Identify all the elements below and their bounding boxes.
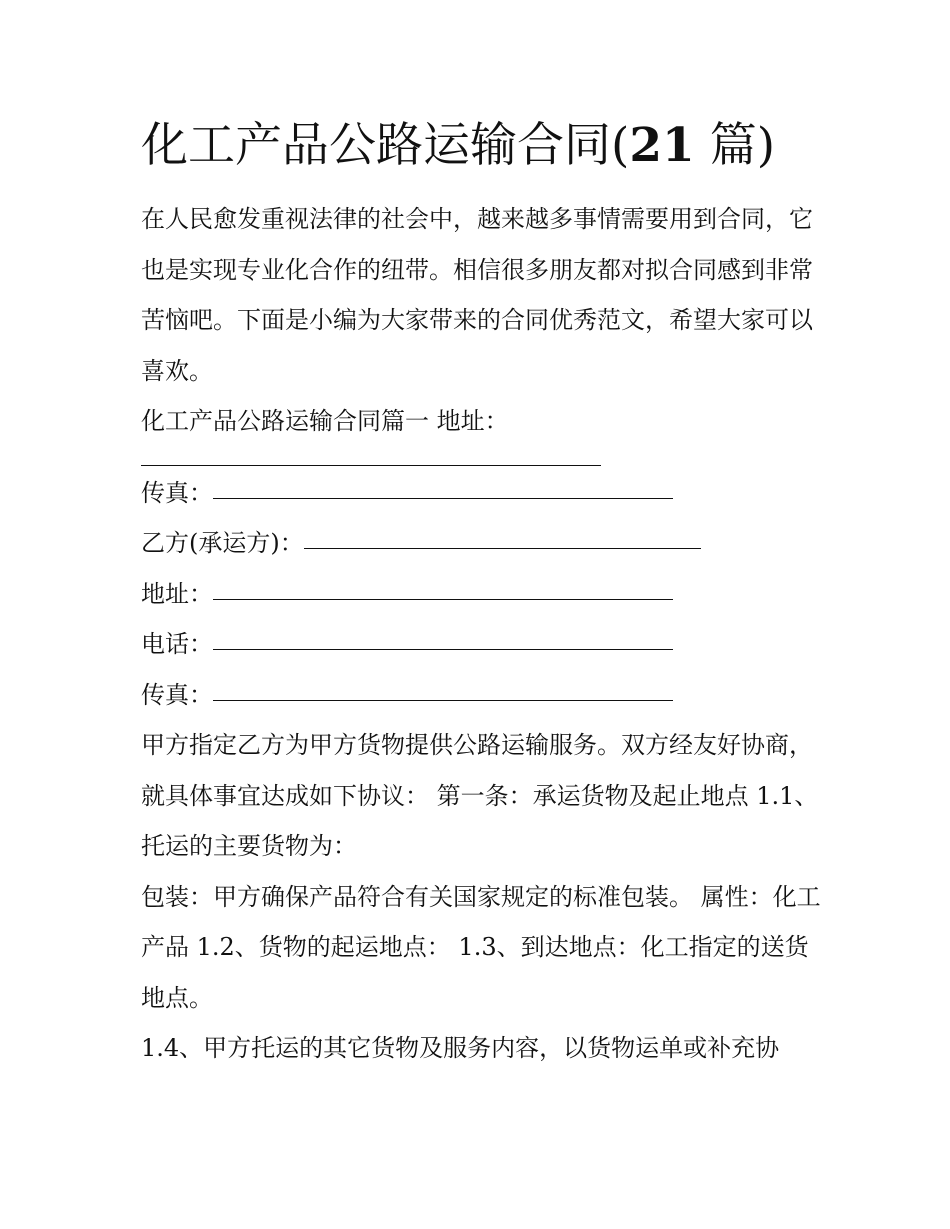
address-field-blank xyxy=(213,579,673,600)
address-field xyxy=(141,569,821,620)
party-b-blank xyxy=(304,528,701,549)
party-b-label: 乙方(承运方)： xyxy=(141,529,304,557)
body-paragraph-2: 包装：甲方确保产品符合有关国家规定的标准包装。 属性：化工产品 1.2、货物的起运地点： 1.3、到达地点：化工指定的送货地点。 xyxy=(141,882,821,1012)
document-page xyxy=(141,112,821,1074)
phone-label: 电话： xyxy=(141,630,213,658)
fax-field-1 xyxy=(141,468,821,519)
fax-blank-1 xyxy=(213,478,673,499)
fax-label-2: 传真： xyxy=(141,680,213,709)
body-paragraph-3: 1.4、甲方托运的其它货物及服务内容，以货物运单或补充协 xyxy=(141,1034,780,1062)
address-blank-line xyxy=(141,447,821,468)
body-paragraph-1: 甲方指定乙方为甲方货物提供公路运输服务。双方经友好协商，就具体事宜达成如下协议： 第一条：承运货物及起止地点 1.1、托运的主要货物为： xyxy=(141,731,819,860)
fax-blank-2 xyxy=(213,680,673,701)
title-end: 篇) xyxy=(694,118,776,173)
address-label: 地址： xyxy=(141,579,213,608)
fax-field-2 xyxy=(141,670,821,721)
phone-blank xyxy=(213,629,673,650)
fax-label-1: 传真： xyxy=(141,478,213,507)
intro-paragraph: 在人民愈发重视法律的社会中，越来越多事情需要用到合同，它也是实现专业化合作的纽带。相信很多朋友都对拟合同感到非常苦恼吧。下面是小编为大家带来的合同优秀范文，希望大家可以喜欢。 xyxy=(141,205,813,385)
phone-field xyxy=(141,619,821,670)
title-main: 化工产品公路运输合同( xyxy=(141,118,630,173)
party-b-field xyxy=(141,518,821,569)
title-number: 21 xyxy=(629,118,695,173)
address-blank xyxy=(141,445,601,466)
section-heading: 化工产品公路运输合同篇一 地址： xyxy=(141,407,509,435)
document-title xyxy=(141,112,821,180)
